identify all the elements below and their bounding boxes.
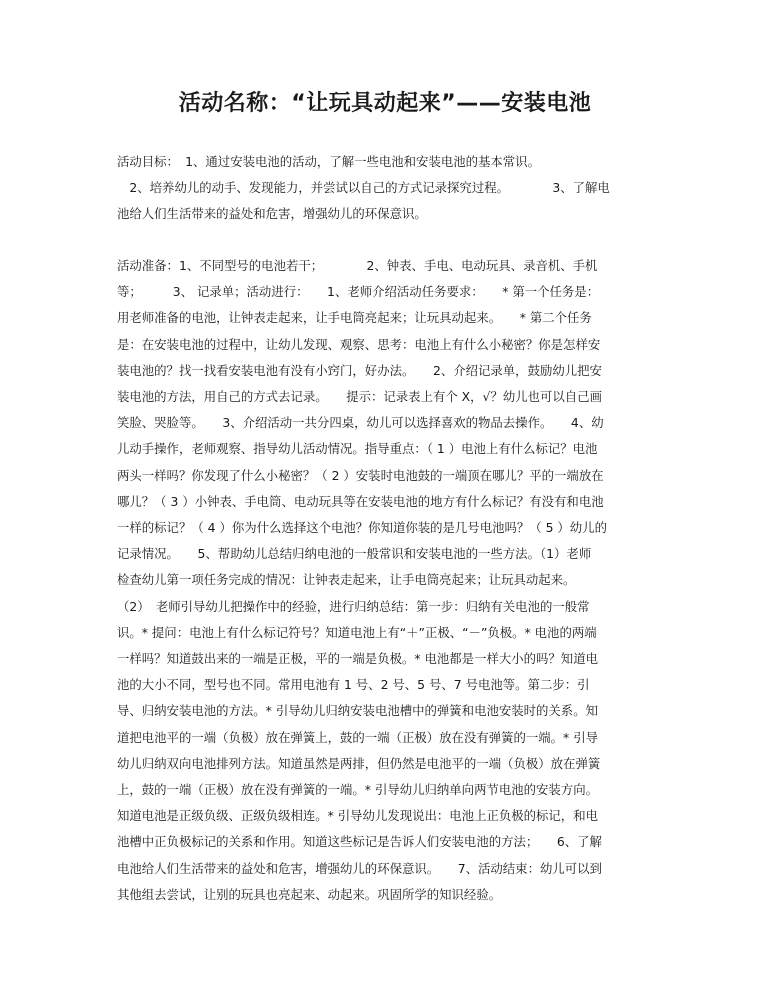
body-line: 哪儿？（ 3 ）小钟表、手电筒、电动玩具等在安装电池的地方有什么标记？有没有和电池	[117, 493, 604, 509]
body-line: 池的大小不同，型号也不同。常用电池有 1 号、2 号、5 号、7 号电池等。第二步：引	[117, 677, 590, 693]
body-line: 用老师准备的电池，让钟表走起来，让手电筒亮起来；让玩具动起来。 * 第二个任务	[117, 310, 592, 326]
body-line: 装电池的？找一找看安装电池有没有小窍门，好办法。 2、介绍记录单，鼓励幼儿把安	[117, 362, 602, 378]
body-line: 电池给人们生活带来的益处和危害，增强幼儿的环保意识。 7、活动结束：幼儿可以到	[117, 860, 602, 876]
body-line: （2） 老师引导幼儿把操作中的经验，进行归纳总结：第一步：归纳有关电池的一般常	[117, 598, 590, 614]
body-line: 装电池的方法，用自己的方式去记录。 提示：记录表上有个 X，√？幼儿也可以自己画	[117, 389, 602, 405]
goals-line: 2、培养幼儿的动手、发现能力，并尝试以自己的方式记录探究过程。 3、了解电	[117, 180, 610, 196]
body-line: 检查幼儿第一项任务完成的情况：让钟表走起来，让手电筒亮起来；让玩具动起来。	[117, 572, 576, 588]
body-line: 道把电池平的一端（负极）放在弹簧上，鼓的一端（正极）放在没有弹簧的一端。* 引导	[117, 729, 598, 745]
goals-line: 池给人们生活带来的益处和危害，增强幼儿的环保意识。	[117, 206, 427, 222]
activity-goals	[117, 149, 653, 228]
body-line: 导、归纳安装电池的方法。* 引导幼儿归纳安装电池槽中的弹簧和电池安装时的关系。知	[117, 703, 598, 719]
body-line: 等； 3、 记录单；活动进行： 1、老师介绍活动任务要求： * 第一个任务是：	[117, 284, 600, 300]
goals-line: 活动目标： 1、通过安装电池的活动，了解一些电池和安装电池的基本常识。	[117, 154, 540, 169]
activity-body	[117, 253, 653, 908]
body-line: 识。* 提问：电池上有什么标记符号？知道电池上有“＋”正极、“－”负极。* 电池的两端	[117, 624, 597, 640]
body-line: 上，鼓的一端（正极）放在没有弹簧的一端。* 引导幼儿归纳单向两节电池的安装方向。	[117, 782, 598, 798]
document-title: 活动名称：“让玩具动起来”——安装电池	[178, 91, 592, 116]
body-line: 幼儿归纳双向电池排列方法。知道虽然是两排，但仍然是电池平的一端（负极）放在弹簧	[117, 755, 601, 771]
body-line: 是：在安装电池的过程中，让幼儿发现、观察、思考：电池上有什么小秘密？你是怎样安	[117, 336, 601, 352]
body-line: 一样的标记？（ 4 ）你为什么选择这个电池？你知道你装的是几号电池吗？（ 5 ）幼儿的	[117, 520, 607, 536]
body-line: 笑脸、哭脸等。 3、介绍活动一共分四桌，幼儿可以选择喜欢的物品去操作。 4、幼	[117, 415, 604, 431]
body-line: 儿动手操作，老师观察、指导幼儿活动情况。指导重点：（ 1 ）电池上有什么标记？电池	[117, 441, 598, 457]
body-line: 知道电池是正级负级、正级负级相连。* 引导幼儿发现说出：电池上正负极的标记，和电	[117, 808, 598, 824]
body-line: 一样吗？知道鼓出来的一端是正极，平的一端是负极。* 电池都是一样大小的吗？知道电	[117, 651, 598, 667]
body-line: 活动准备：1、不同型号的电池若干； 2、钟表、手电、电动玩具、录音机、手机	[117, 258, 598, 273]
body-line: 记录情况。 5、帮助幼儿总结归纳电池的一般常识和安装电池的一些方法。（1）老师	[117, 546, 592, 562]
body-line: 两头一样吗？你发现了什么小秘密？（ 2 ）安装时电池鼓的一端顶在哪儿？平的一端放在	[117, 467, 604, 483]
body-line: 其他组去尝试，让别的玩具也亮起来、动起来。巩固所学的知识经验。	[117, 886, 502, 902]
body-line: 池槽中正负极标记的关系和作用。知道这些标记是告诉人们安装电池的方法； 6、了解	[117, 834, 602, 850]
